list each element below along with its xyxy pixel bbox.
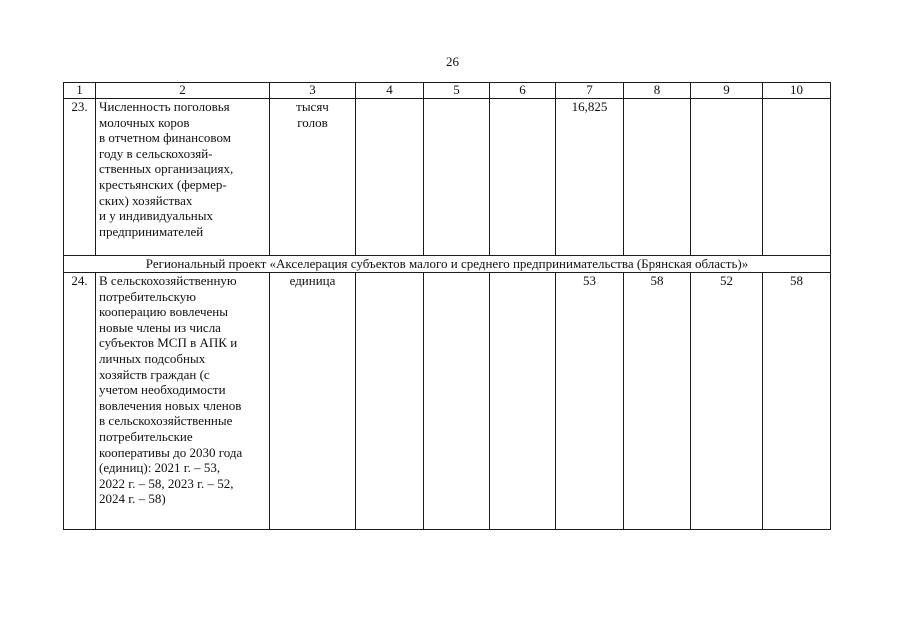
value-cell [356, 273, 424, 530]
value-cell [424, 99, 490, 256]
table-row [64, 99, 831, 256]
value-cell: 52 [691, 273, 763, 530]
header-cell: 1 [64, 83, 96, 99]
header-cell: 3 [270, 83, 356, 99]
unit-cell: единица [270, 273, 356, 530]
value-cell: 58 [763, 273, 831, 530]
table-row [64, 273, 831, 530]
row-number: 23. [64, 99, 96, 256]
value-cell [490, 99, 556, 256]
value-cell: 16,825 [556, 99, 624, 256]
value-cell: 53 [556, 273, 624, 530]
header-cell: 4 [356, 83, 424, 99]
indicator-name: В сельскохозяйственную потребительскую кооперацию вовлечены новые члены из числа субъектов МСП в АПК и личных подсобных хозяйств граждан (с учетом необходимости вовлечения новых членов в сельскохозяйственные потребительские кооперативы до 2030 года (единиц): 2021 г. – 53, 2022 г. – 58, 2023 г. – 52, 2024 г. – 58) [96, 273, 270, 530]
regional-project-title: Региональный проект «Акселерация субъектов малого и среднего предпринимательства (Брянская область)» [64, 256, 831, 273]
value-cell [691, 99, 763, 256]
value-cell [424, 273, 490, 530]
row-number: 24. [64, 273, 96, 530]
header-cell: 7 [556, 83, 624, 99]
header-cell: 10 [763, 83, 831, 99]
page-number: 26 [446, 54, 459, 69]
header-cell: 6 [490, 83, 556, 99]
header-cell: 8 [624, 83, 691, 99]
indicator-name: Численность поголовья молочных коров в отчетном финансовом году в сельскохозяй- ственных организациях, крестьянских (фермер- ских) хозяйствах и у индивидуальных предпринимателей [96, 99, 270, 256]
table-header-row [64, 83, 831, 99]
value-cell [356, 99, 424, 256]
indicators-table [63, 82, 831, 530]
value-cell [763, 99, 831, 256]
unit-cell: тысяч голов [270, 99, 356, 256]
value-cell: 58 [624, 273, 691, 530]
value-cell [624, 99, 691, 256]
header-cell: 5 [424, 83, 490, 99]
header-cell: 9 [691, 83, 763, 99]
project-title-row [64, 256, 831, 273]
header-cell: 2 [96, 83, 270, 99]
value-cell [490, 273, 556, 530]
